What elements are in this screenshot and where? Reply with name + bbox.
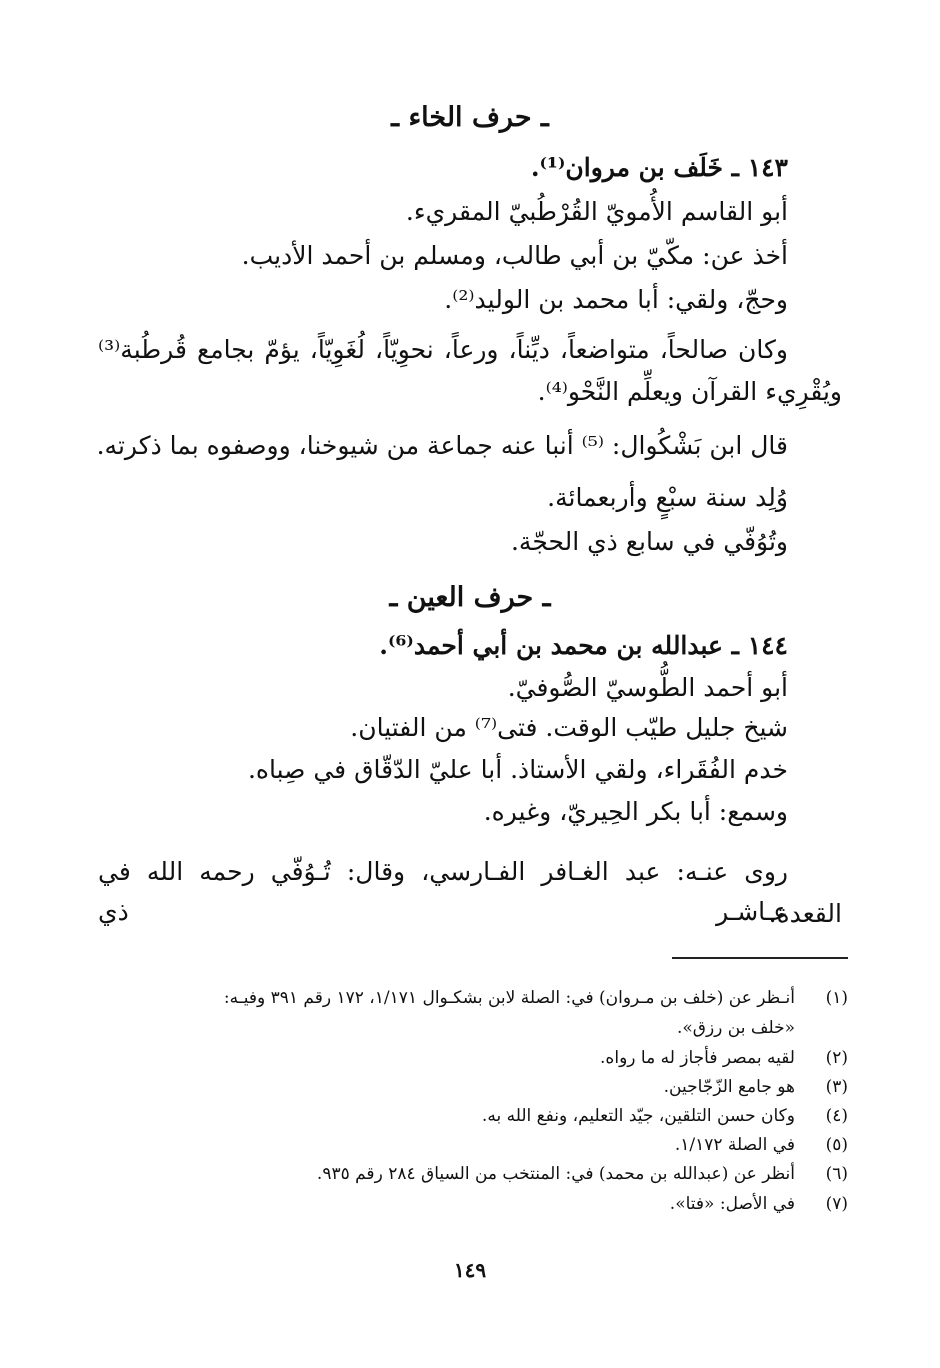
page-number: ١٤٩ [453, 1258, 487, 1282]
entry-144-line-2: شيخ جليل طيّب الوقت. فتى⁽⁷⁾ من الفتيان. [350, 713, 788, 742]
footnote-number: (٦) [825, 1164, 848, 1184]
footnote-text: «خلف بن رزق». [676, 1018, 795, 1038]
footnote-number: (١) [825, 988, 848, 1008]
entry-144-paragraph-line-2: القعدة. [768, 899, 842, 928]
entry-143-quote: قال ابن بَشْكُوال: ⁽⁵⁾ أنبا عنه جماعة من شيوخنا، ووصفوه بما ذكرته. [96, 431, 788, 460]
entry-144-paragraph-line-1: روى عنـه: عبد الغـافر الفـارسي، وقال: تُـوُفّي رحمه الله في عـاشـر ذي [98, 857, 788, 926]
entry-143-line-3: وحجّ، ولقي: أبا محمد بن الوليد⁽²⁾. [444, 285, 788, 314]
footnote-number: (٢) [825, 1048, 848, 1068]
footnote-text: وكان حسن التلقين، جيّد التعليم، ونفع الله به. [481, 1106, 795, 1126]
entry-title-143: ١٤٣ ـ خَلَف بن مروان⁽¹⁾. [530, 153, 788, 182]
section-heading-kha: ـ حرف الخاء ـ [391, 102, 549, 133]
footnote-number: (٧) [825, 1194, 848, 1214]
entry-144-line-4: وسمع: أبا بكر الحِيريّ، وغيره. [483, 797, 788, 826]
footnote-separator [672, 957, 848, 959]
entry-143-paragraph-line-2: ويُقْرِيء القرآن ويعلِّم النَّحْو⁽⁴⁾. [537, 377, 842, 406]
entry-144-line-3: خدم الفُقَراء، ولقي الأستاذ. أبا عليّ الدّقّاق في صِباه. [247, 755, 788, 784]
footnote-number: (٤) [825, 1106, 848, 1126]
entry-title-144: ١٤٤ ـ عبدالله بن محمد بن أبي أحمد⁽⁶⁾. [379, 631, 788, 660]
footnote-text: في الصلة ١/١٧٢. [674, 1135, 795, 1155]
footnote-text: أنـظر عن (خلف بن مـروان) في: الصلة لابن بشكـوال ١/١٧١، ١٧٢ رقم ٣٩١ وفيـه: [223, 988, 795, 1008]
entry-143-line-2: أخذ عن: مكّيّ بن أبي طالب، ومسلم بن أحمد الأديب. [241, 241, 788, 270]
footnote-text: في الأصل: «فتا». [669, 1194, 795, 1214]
entry-143-born: وُلِد سنة سبْعٍ وأربعمائة. [547, 483, 788, 512]
footnote-text: هو جامع الزّجّاجين. [663, 1077, 795, 1097]
footnote-number: (٥) [825, 1135, 848, 1155]
entry-143-died: وتُوُفّي في سابع ذي الحجّة. [510, 527, 788, 556]
section-heading-ayn: ـ حرف العين ـ [389, 582, 551, 613]
entry-143-line-1: أبو القاسم الأُمويّ القُرْطُبيّ المقريء. [405, 197, 788, 226]
footnote-text: أنظر عن (عبدالله بن محمد) في: المنتخب من السياق ٢٨٤ رقم ٩٣٥. [316, 1164, 795, 1184]
entry-143-paragraph-line-1: وكان صالحاً، متواضعاً، ديِّناً، ورعاً، نحوِيّاً، لُغَوِيّاً، يؤمّ بجامع قُرطُبة⁽³⁾ [98, 335, 788, 364]
footnote-text: لقيه بمصر فأجاز له ما رواه. [600, 1048, 795, 1068]
footnote-number: (٣) [825, 1077, 848, 1097]
entry-144-line-1: أبو أحمد الطُّوسيّ الصُّوفيّ. [507, 673, 788, 702]
